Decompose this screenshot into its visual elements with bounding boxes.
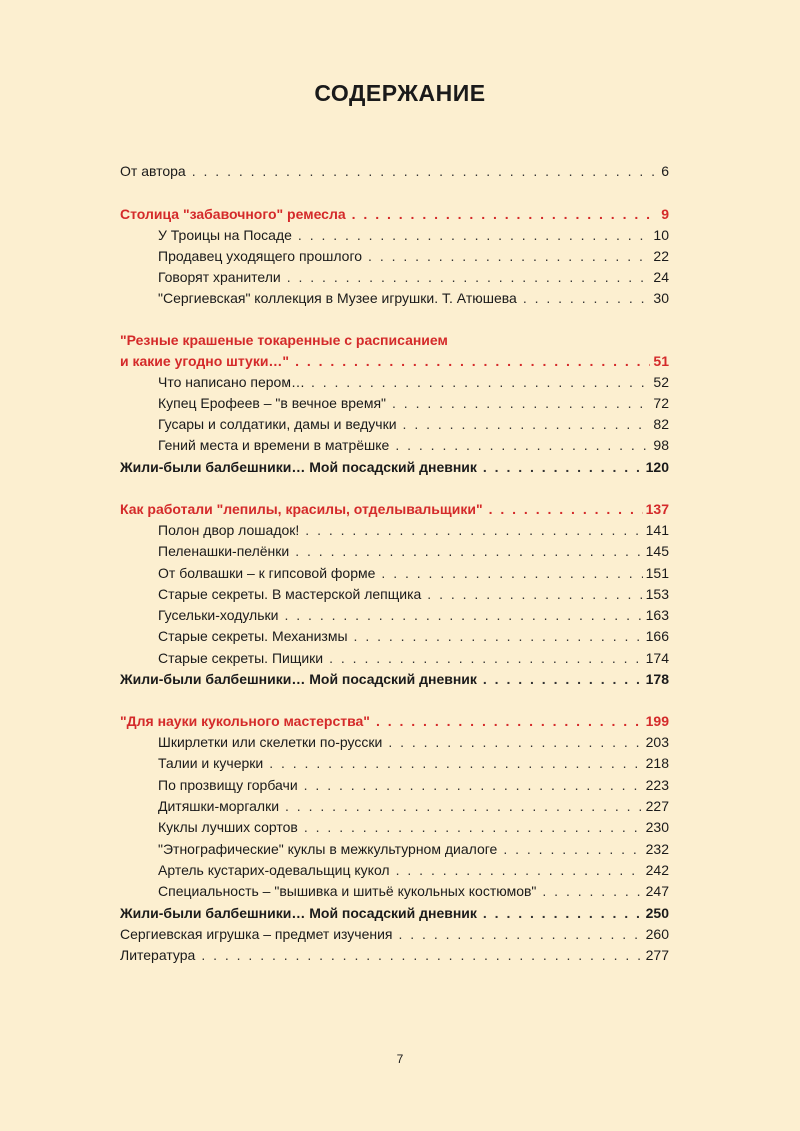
toc-entry[interactable]: [120, 944, 669, 966]
toc-dot-leader: [403, 413, 651, 435]
toc-entry-label: Гусары и солдатики, дамы и ведучки: [158, 416, 397, 432]
toc-entry-page: 82: [653, 416, 669, 432]
toc-entry-label: Артель кустарих-одевальщиц кукол: [158, 862, 390, 878]
toc-dot-leader: [542, 880, 642, 902]
toc-entry-label: и какие угодно штуки…": [120, 353, 290, 369]
toc-entry-page: 24: [653, 269, 669, 285]
toc-entry-label: От автора: [120, 163, 186, 179]
toc-entry-label: Куклы лучших сортов: [158, 819, 298, 835]
toc-entry[interactable]: [158, 519, 669, 541]
toc-dot-leader: [483, 668, 643, 690]
toc-entry-page: 98: [653, 437, 669, 453]
toc-dot-leader: [483, 456, 643, 478]
toc-dot-leader: [376, 710, 643, 732]
toc-entry-page: 260: [645, 926, 669, 942]
toc-dot-leader: [396, 859, 643, 881]
toc-entry-label: Купец Ерофеев – "в вечное время": [158, 395, 387, 411]
toc-entry-page: 141: [645, 522, 669, 538]
toc-entry-page: 277: [645, 947, 669, 963]
toc-entry-page: 203: [645, 734, 669, 750]
toc-entry-label: Дитяшки-моргалки: [158, 798, 280, 814]
toc-entry-page: 145: [645, 543, 669, 559]
toc-dot-leader: [305, 519, 642, 541]
toc-dot-leader: [489, 498, 643, 520]
toc-entry-label: По прозвищу горбачи: [158, 777, 298, 793]
toc-entry-page: 52: [653, 374, 669, 390]
toc-entry[interactable]: [158, 816, 669, 838]
toc-section-heading[interactable]: [120, 710, 669, 732]
toc-entry[interactable]: [158, 371, 669, 393]
toc-entry[interactable]: [158, 245, 669, 267]
toc-dot-leader: [295, 350, 650, 372]
toc-entry-label: Продавец уходящего прошлого: [158, 248, 363, 264]
toc-entry[interactable]: [158, 838, 669, 860]
toc-entry[interactable]: [158, 625, 669, 647]
toc-section-heading-line[interactable]: "Резные крашеные токаренные с расписанием: [120, 332, 448, 348]
toc-dot-leader: [395, 434, 650, 456]
toc-entry-label: У Троицы на Посаде: [158, 227, 292, 243]
toc-dot-leader: [298, 224, 651, 246]
toc-entry[interactable]: [158, 647, 669, 669]
toc-entry-label: Шкирлетки или скелетки по-русски: [158, 734, 383, 750]
toc-entry-label: Сергиевская игрушка – предмет изучения: [120, 926, 393, 942]
toc-entry[interactable]: [120, 160, 669, 182]
toc-entry-page: 22: [653, 248, 669, 264]
toc-entry-label: Литература: [120, 947, 196, 963]
toc-section-heading[interactable]: [120, 498, 669, 520]
toc-entry-page: 227: [645, 798, 669, 814]
toc-dot-leader: [523, 287, 651, 309]
page-number: 7: [396, 1052, 404, 1066]
page-title: СОДЕРЖАНИЕ: [314, 80, 486, 106]
toc-entry-label: Полон двор лошадок!: [158, 522, 300, 538]
toc-entry[interactable]: [158, 731, 669, 753]
toc-dot-leader: [354, 625, 643, 647]
toc-dot-leader: [285, 795, 643, 817]
toc-entry-label: Как работали "лепилы, красилы, отделывальщики": [120, 501, 483, 517]
toc-entry-label: Жили-были балбешники… Мой посадский дневник: [120, 671, 477, 687]
toc-entry-label: Гусельки-ходульки: [158, 607, 279, 623]
toc-entry-page: 166: [645, 628, 669, 644]
toc-dot-leader: [427, 583, 642, 605]
toc-entry-page: 153: [645, 586, 669, 602]
toc-dot-leader: [483, 902, 643, 924]
toc-entry-label: Старые секреты. Механизмы: [158, 628, 348, 644]
toc-entry-page: 223: [645, 777, 669, 793]
toc-entry-page: 199: [645, 713, 669, 729]
toc-entry-page: 137: [645, 501, 669, 517]
toc-dot-leader: [399, 923, 643, 945]
toc-dot-leader: [381, 562, 642, 584]
toc-entry-label: Специальность – "вышивка и шитьё кукольных костюмов": [158, 883, 537, 899]
toc-dot-leader: [392, 392, 650, 414]
toc-entry-label: Жили-были балбешники… Мой посадский дневник: [120, 459, 477, 475]
toc-entry-label: Жили-были балбешники… Мой посадский дневник: [120, 905, 477, 921]
toc-entry-page: 247: [645, 883, 669, 899]
toc-dot-leader: [368, 245, 650, 267]
toc-entry-page: 9: [661, 206, 669, 222]
toc-entry-page: 250: [645, 905, 669, 921]
toc-entry-label: Старые секреты. Пищики: [158, 650, 324, 666]
toc-entry-page: 242: [645, 862, 669, 878]
toc-entry-label: Столица "забавочного" ремесла: [120, 206, 346, 222]
toc-section-heading[interactable]: [120, 203, 669, 225]
toc-dot-leader: [352, 203, 659, 225]
toc-dot-leader: [201, 944, 642, 966]
toc-entry-label: "Этнографические" куклы в межкультурном диалоге: [158, 841, 498, 857]
toc-dot-leader: [503, 838, 642, 860]
toc-dot-leader: [287, 266, 651, 288]
toc-entry-page: 51: [653, 353, 669, 369]
toc-entry[interactable]: [158, 880, 669, 902]
toc-diary-entry[interactable]: [120, 668, 669, 690]
toc-entry[interactable]: [158, 392, 669, 414]
toc-entry-page: 218: [645, 755, 669, 771]
toc-entry-label: "Для науки кукольного мастерства": [120, 713, 370, 729]
toc-entry[interactable]: [158, 434, 669, 456]
toc-entry-label: Пеленашки-пелёнки: [158, 543, 290, 559]
toc-dot-leader: [304, 774, 643, 796]
toc-entry[interactable]: [158, 795, 669, 817]
toc-dot-leader: [311, 371, 650, 393]
toc-entry-label: Гений места и времени в матрёшке: [158, 437, 390, 453]
toc-dot-leader: [269, 752, 642, 774]
toc-diary-entry[interactable]: [120, 456, 669, 478]
toc-entry-page: 6: [661, 163, 669, 179]
toc-entry-label: Старые секреты. В мастерской лепщика: [158, 586, 422, 602]
toc-dot-leader: [284, 604, 642, 626]
toc-entry-page: 151: [645, 565, 669, 581]
toc-entry-label: Что написано пером…: [158, 374, 305, 390]
toc-entry-label: "Сергиевская" коллекция в Музее игрушки. Т. Атюшева: [158, 290, 517, 306]
toc-entry[interactable]: [158, 583, 669, 605]
toc-dot-leader: [295, 540, 642, 562]
toc-entry[interactable]: [158, 774, 669, 796]
toc-entry[interactable]: [158, 562, 669, 584]
toc-entry-page: 120: [645, 459, 669, 475]
toc-entry[interactable]: [120, 923, 669, 945]
toc-entry[interactable]: [158, 540, 669, 562]
toc-entry-page: 163: [645, 607, 669, 623]
toc-entry-label: От болвашки – к гипсовой форме: [158, 565, 376, 581]
toc-entry[interactable]: [158, 266, 669, 288]
toc-dot-leader: [388, 731, 642, 753]
toc-entry-page: 178: [645, 671, 669, 687]
toc-entry[interactable]: [158, 287, 669, 309]
toc-entry-page: 10: [653, 227, 669, 243]
toc-entry-page: 230: [645, 819, 669, 835]
toc-entry[interactable]: [158, 859, 669, 881]
toc-entry-page: 174: [645, 650, 669, 666]
toc-entry-page: 30: [653, 290, 669, 306]
toc-entry-label: Говорят хранители: [158, 269, 281, 285]
toc-diary-entry[interactable]: [120, 902, 669, 924]
toc-entry[interactable]: [158, 224, 669, 246]
toc-entry[interactable]: [158, 752, 669, 774]
toc-section-heading[interactable]: [120, 350, 669, 372]
toc-dot-leader: [329, 647, 643, 669]
toc-dot-leader: [192, 160, 658, 182]
toc-entry[interactable]: [158, 413, 669, 435]
toc-entry-label: Талии и кучерки: [158, 755, 264, 771]
toc-dot-leader: [304, 816, 643, 838]
toc-entry-page: 72: [653, 395, 669, 411]
toc-entry-page: 232: [645, 841, 669, 857]
toc-entry[interactable]: [158, 604, 669, 626]
